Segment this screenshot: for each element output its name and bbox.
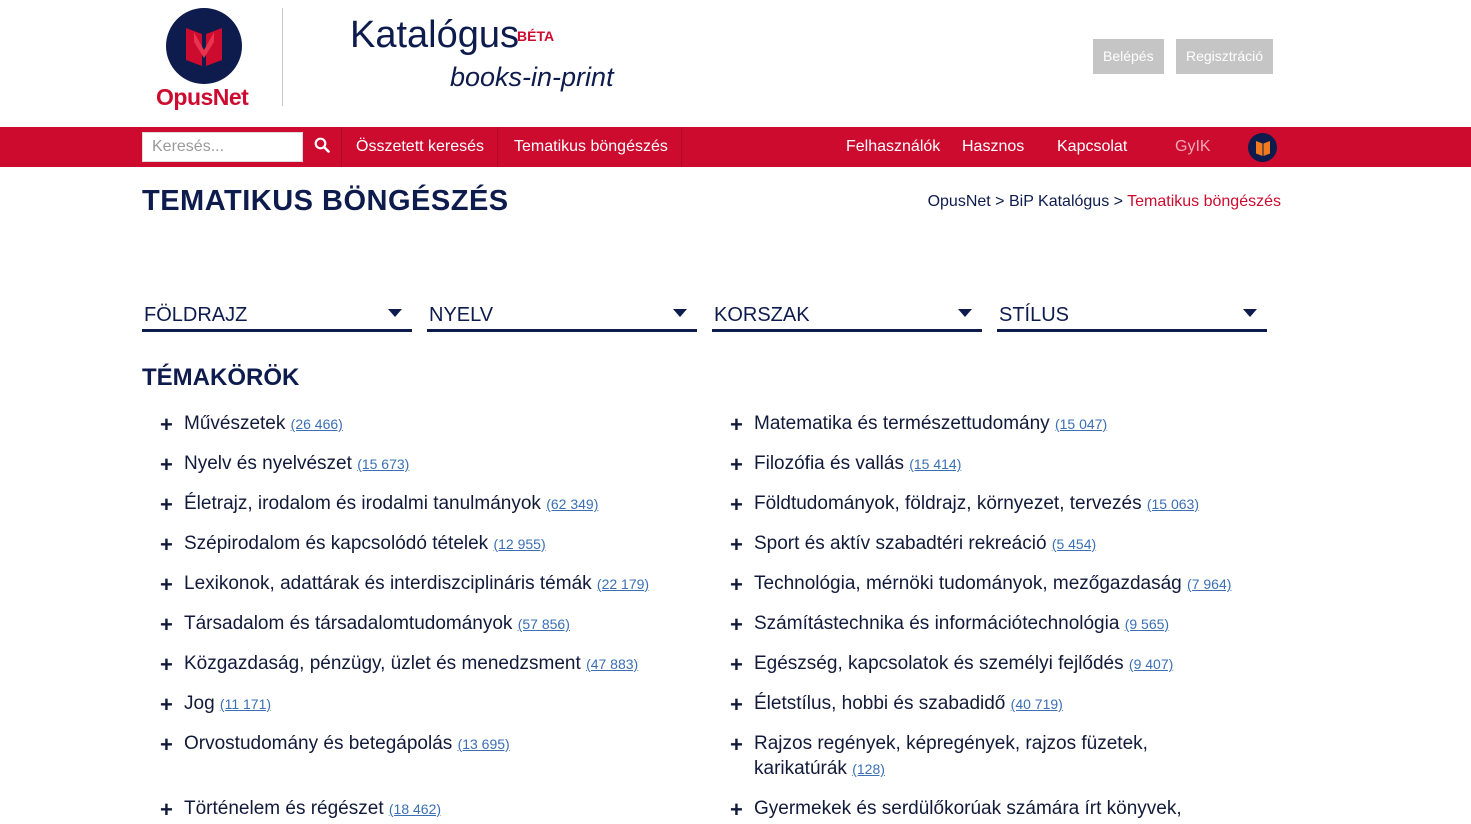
breadcrumb-bip-catalog[interactable]: BiP Katalógus bbox=[1008, 193, 1110, 210]
header-divider bbox=[282, 8, 283, 106]
breadcrumb-separator: > bbox=[995, 193, 1005, 210]
nav-faq[interactable]: GyIK bbox=[1175, 138, 1211, 155]
topic-count[interactable]: (11 171) bbox=[219, 696, 272, 712]
topic-item[interactable] bbox=[160, 531, 546, 557]
topic-item[interactable] bbox=[730, 531, 1294, 557]
topic-name[interactable]: Technológia, mérnöki tudományok, mezőgazdaság bbox=[754, 573, 1182, 594]
expand-plus-icon[interactable]: + bbox=[730, 732, 743, 757]
search-input[interactable] bbox=[142, 132, 303, 162]
topic-name[interactable]: Orvostudomány és betegápolás bbox=[184, 733, 453, 754]
filter-period-dropdown[interactable] bbox=[712, 298, 982, 332]
topic-item[interactable] bbox=[160, 796, 441, 822]
topic-item[interactable] bbox=[160, 651, 638, 677]
search-icon bbox=[314, 137, 330, 158]
breadcrumb bbox=[928, 193, 1281, 211]
expand-plus-icon[interactable]: + bbox=[730, 572, 743, 597]
expand-plus-icon[interactable]: + bbox=[160, 652, 173, 677]
dropdown-arrow-icon bbox=[1243, 309, 1257, 317]
nav-contact[interactable]: Kapcsolat bbox=[1057, 138, 1128, 155]
expand-plus-icon[interactable]: + bbox=[730, 532, 743, 557]
nav-thematic-browse[interactable]: Tematikus böngészés bbox=[514, 138, 668, 155]
nav-advanced-search[interactable]: Összetett keresés bbox=[356, 138, 485, 155]
topic-count[interactable]: (62 349) bbox=[546, 496, 599, 512]
topic-item[interactable] bbox=[730, 796, 1294, 822]
topic-item[interactable] bbox=[730, 411, 1294, 437]
dropdown-arrow-icon bbox=[673, 309, 687, 317]
nav-separator bbox=[341, 127, 342, 167]
opusnet-nav-icon[interactable] bbox=[1248, 133, 1277, 162]
expand-plus-icon[interactable]: + bbox=[160, 452, 173, 477]
topic-item[interactable] bbox=[730, 651, 1294, 677]
topic-name[interactable]: Matematika és természettudomány bbox=[754, 413, 1050, 434]
topic-name[interactable]: Jog bbox=[184, 693, 215, 714]
expand-plus-icon[interactable]: + bbox=[160, 692, 173, 717]
topic-count[interactable]: (15 047) bbox=[1054, 416, 1108, 432]
topic-count[interactable]: (12 955) bbox=[493, 536, 546, 552]
filter-language-dropdown[interactable] bbox=[427, 298, 697, 332]
nav-useful[interactable]: Hasznos bbox=[962, 138, 1025, 155]
nav-separator bbox=[681, 127, 682, 167]
topic-name[interactable]: Közgazdaság, pénzügy, üzlet és menedzsment bbox=[184, 653, 581, 674]
topic-count[interactable]: (5 454) bbox=[1051, 536, 1097, 552]
topic-item[interactable] bbox=[730, 691, 1294, 717]
topic-name[interactable]: Sport és aktív szabadtéri rekreáció bbox=[754, 533, 1047, 554]
filter-label: STÍLUS bbox=[999, 304, 1070, 326]
catalog-subtitle: books-in-print bbox=[450, 62, 614, 92]
filter-label: KORSZAK bbox=[714, 304, 810, 326]
filter-label: NYELV bbox=[429, 304, 494, 326]
topic-count[interactable]: (15 063) bbox=[1146, 496, 1200, 512]
topic-count[interactable]: (7 964) bbox=[1187, 576, 1232, 592]
topic-item[interactable] bbox=[160, 731, 510, 757]
register-button[interactable]: Regisztráció bbox=[1176, 39, 1273, 74]
topic-count[interactable]: (15 673) bbox=[357, 456, 410, 472]
logo-text: OpusNet bbox=[156, 84, 249, 110]
expand-plus-icon[interactable]: + bbox=[160, 612, 173, 637]
topic-count[interactable]: (18 462) bbox=[388, 801, 442, 817]
topic-name[interactable]: Történelem és régészet bbox=[184, 798, 384, 819]
topic-count[interactable]: (57 856) bbox=[517, 616, 570, 632]
breadcrumb-opusnet[interactable]: OpusNet bbox=[927, 193, 991, 210]
page-title: TEMATIKUS BÖNGÉSZÉS bbox=[142, 185, 509, 217]
nav-separator bbox=[497, 127, 498, 167]
topic-item[interactable] bbox=[730, 611, 1294, 637]
filter-style-dropdown[interactable] bbox=[997, 298, 1267, 332]
main-navbar bbox=[0, 127, 1471, 167]
catalog-title: Katalógus bbox=[350, 14, 520, 56]
topic-item[interactable] bbox=[160, 611, 570, 637]
topic-count[interactable]: (26 466) bbox=[290, 416, 343, 432]
topic-count[interactable]: (9 407) bbox=[1128, 656, 1174, 672]
expand-plus-icon[interactable]: + bbox=[160, 412, 173, 437]
expand-plus-icon[interactable]: + bbox=[160, 572, 173, 597]
topic-name[interactable]: Lexikonok, adattárak és interdiszciplináris témák bbox=[184, 573, 592, 594]
topic-name[interactable]: Társadalom és társadalomtudományok bbox=[184, 613, 513, 634]
expand-plus-icon[interactable]: + bbox=[730, 412, 743, 437]
topic-name[interactable]: Számítástechnika és információtechnológia bbox=[754, 613, 1120, 634]
expand-plus-icon[interactable]: + bbox=[730, 797, 743, 822]
topic-item[interactable] bbox=[730, 491, 1294, 517]
topic-item[interactable] bbox=[730, 731, 1184, 782]
topic-item[interactable] bbox=[160, 411, 343, 437]
topic-name[interactable]: Rajzos regények, képregények, rajzos füzetek, karikatúrák bbox=[754, 733, 1148, 779]
topic-item[interactable] bbox=[160, 691, 271, 717]
topic-name[interactable]: Nyelv és nyelvészet bbox=[184, 453, 352, 474]
topic-name[interactable]: Szépirodalom és kapcsolódó tételek bbox=[184, 533, 489, 554]
beta-badge: BÉTA bbox=[517, 28, 555, 44]
topic-count[interactable]: (40 719) bbox=[1010, 696, 1063, 712]
topic-item[interactable] bbox=[730, 571, 1294, 597]
topic-name[interactable]: Egészség, kapcsolatok és személyi fejlődés bbox=[754, 653, 1124, 674]
topic-name[interactable]: Életrajz, irodalom és irodalmi tanulmányok bbox=[184, 493, 541, 514]
topic-count[interactable]: (13 695) bbox=[457, 736, 510, 752]
topic-count[interactable]: (15 414) bbox=[909, 456, 962, 472]
expand-plus-icon[interactable]: + bbox=[160, 797, 173, 822]
dropdown-arrow-icon bbox=[388, 309, 402, 317]
breadcrumb-separator: > bbox=[1113, 193, 1123, 210]
topic-name[interactable]: Gyermekek és serdülőkorúak számára írt könyvek, bbox=[754, 798, 1182, 819]
topic-item[interactable] bbox=[160, 451, 409, 477]
expand-plus-icon[interactable]: + bbox=[730, 652, 743, 677]
expand-plus-icon[interactable]: + bbox=[730, 692, 743, 717]
topic-item[interactable] bbox=[730, 451, 1294, 477]
opusnet-logo[interactable] bbox=[156, 8, 256, 108]
search-button[interactable] bbox=[303, 127, 341, 167]
dropdown-arrow-icon bbox=[958, 309, 972, 317]
expand-plus-icon[interactable]: + bbox=[730, 612, 743, 637]
expand-plus-icon[interactable]: + bbox=[730, 492, 743, 517]
topic-name[interactable]: Földtudományok, földrajz, környezet, tervezés bbox=[754, 493, 1142, 514]
topic-count[interactable]: (128) bbox=[852, 761, 885, 777]
filter-label: FÖLDRAJZ bbox=[144, 304, 248, 326]
nav-users[interactable]: Felhasználók bbox=[846, 138, 941, 155]
login-button[interactable]: Belépés bbox=[1093, 39, 1164, 74]
header bbox=[0, 0, 1471, 127]
topic-name[interactable]: Életstílus, hobbi és szabadidő bbox=[754, 693, 1006, 714]
book-logo-icon bbox=[166, 8, 242, 84]
topic-item[interactable] bbox=[160, 571, 649, 597]
expand-plus-icon[interactable]: + bbox=[160, 492, 173, 517]
topic-count[interactable]: (22 179) bbox=[596, 576, 650, 592]
topic-name[interactable]: Művészetek bbox=[184, 413, 286, 434]
topic-item[interactable] bbox=[160, 491, 598, 517]
topic-count[interactable]: (47 883) bbox=[586, 656, 639, 672]
filter-geography-dropdown[interactable] bbox=[142, 298, 412, 332]
topics-title: TÉMAKÖRÖK bbox=[142, 364, 300, 391]
expand-plus-icon[interactable]: + bbox=[160, 532, 173, 557]
breadcrumb-current: Tematikus böngészés bbox=[1127, 193, 1281, 210]
expand-plus-icon[interactable]: + bbox=[730, 452, 743, 477]
topic-count[interactable]: (9 565) bbox=[1124, 616, 1170, 632]
topic-name[interactable]: Filozófia és vallás bbox=[754, 453, 904, 474]
expand-plus-icon[interactable]: + bbox=[160, 732, 173, 757]
